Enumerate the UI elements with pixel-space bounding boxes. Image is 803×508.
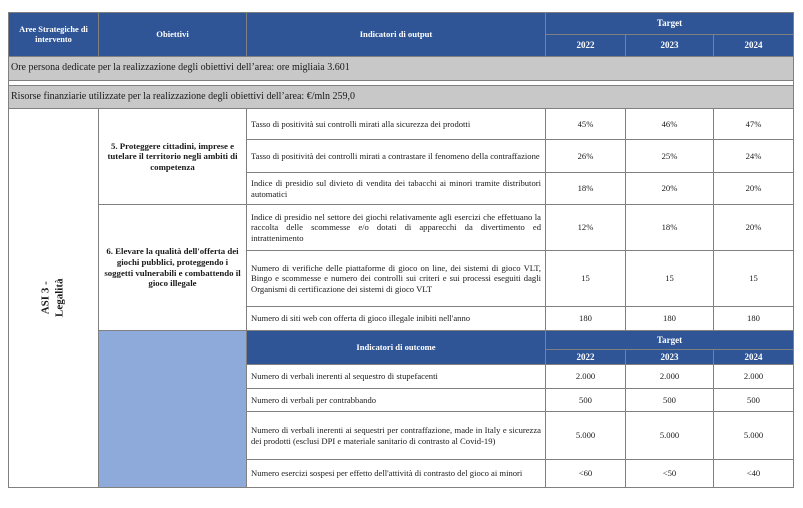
area-column-header: Aree Strategiche di intervento (9, 13, 99, 57)
target-header: Target (546, 13, 794, 35)
outcome-value: 500 (714, 389, 794, 412)
target-value: 180 (626, 307, 714, 331)
outcome-value: 2.000 (626, 365, 714, 389)
output-indicator: Indice di presidio sul divieto di vendita dei tabacchi ai minori tramite distributori automatici (247, 173, 546, 205)
target-value: 45% (546, 109, 626, 140)
strategic-area-label: ASI 3 - Legalità (39, 278, 66, 318)
target-value: 15 (626, 251, 714, 307)
outcome-value: <40 (714, 460, 794, 488)
target-value: 46% (626, 109, 714, 140)
target-value: 15 (714, 251, 794, 307)
target-value: 180 (714, 307, 794, 331)
target-value: 25% (626, 140, 714, 173)
outcome-value: 500 (546, 389, 626, 412)
objective-6-label: 6. Elevare la qualità dell'offerta dei giochi pubblici, proteggendo i soggetti vulnerabili e combattendo il gioco illegale (99, 205, 247, 331)
year-header-2022: 2022 (546, 35, 626, 57)
output-indicator: Tasso di positività dei controlli mirati a contrastare il fenomeno della contraffazione (247, 140, 546, 173)
target-value: 18% (626, 205, 714, 251)
output-indicators-column-header: Indicatori di output (247, 13, 546, 57)
outcome-indicator: Numero di verbali inerenti al sequestro di stupefacenti (247, 365, 546, 389)
outcome-year-header-2023: 2023 (626, 350, 714, 365)
year-header-2024: 2024 (714, 35, 794, 57)
outcome-value: <60 (546, 460, 626, 488)
target-value: 24% (714, 140, 794, 173)
target-value: 180 (546, 307, 626, 331)
target-value: 15 (546, 251, 626, 307)
objectives-column-header: Obiettivi (99, 13, 247, 57)
outcome-indicator: Numero di verbali inerenti ai sequestri per contraffazione, made in Italy e sicurezza dei prodotti (esclusi DPI e materiale sanitario di contrasto al Covid-19) (247, 412, 546, 460)
target-value: 20% (714, 205, 794, 251)
outcome-value: 500 (626, 389, 714, 412)
outcome-value: 5.000 (626, 412, 714, 460)
legality-targets-table (8, 12, 794, 488)
outcome-indicators-header: Indicatori di outcome (247, 331, 546, 365)
outcome-value: 2.000 (714, 365, 794, 389)
outcome-value: <50 (626, 460, 714, 488)
output-indicator: Tasso di positività sui controlli mirati alla sicurezza dei prodotti (247, 109, 546, 140)
output-indicator: Numero di siti web con offerta di gioco illegale inibiti nell'anno (247, 307, 546, 331)
strategic-area-cell (9, 109, 99, 488)
outcome-indicator: Numero di verbali per contrabbando (247, 389, 546, 412)
objective-5-label: 5. Proteggere cittadini, imprese e tutelare il territorio negli ambiti di competenza (99, 109, 247, 205)
hours-summary-row: Ore persona dedicate per la realizzazione degli obiettivi dell’area: ore migliaia 3.601 (9, 57, 794, 81)
target-value: 47% (714, 109, 794, 140)
outcome-value: 5.000 (714, 412, 794, 460)
year-header-2023: 2023 (626, 35, 714, 57)
outcome-year-header-2022: 2022 (546, 350, 626, 365)
target-value: 20% (626, 173, 714, 205)
target-value: 18% (546, 173, 626, 205)
outcome-objective-blank (99, 331, 247, 488)
outcome-year-header-2024: 2024 (714, 350, 794, 365)
outcome-indicator: Numero esercizi sospesi per effetto dell'attività di contrasto del gioco ai minori (247, 460, 546, 488)
output-indicator: Indice di presidio nel settore dei giochi relativamente agli esercizi che effettuano la raccolta delle scommesse e/o dotati di apparecchi da divertimento ed intrattenimento (247, 205, 546, 251)
outcome-value: 2.000 (546, 365, 626, 389)
target-value: 12% (546, 205, 626, 251)
outcome-value: 5.000 (546, 412, 626, 460)
target-value: 26% (546, 140, 626, 173)
resources-summary-row: Risorse finanziarie utilizzate per la realizzazione degli obiettivi dell’area: €/mln 259,0 (9, 86, 794, 109)
outcome-target-header: Target (546, 331, 794, 350)
target-value: 20% (714, 173, 794, 205)
output-indicator: Numero di verifiche delle piattaforme di gioco on line, dei sistemi di gioco VLT, Bingo e scommesse e numero dei controlli sui criteri e sui processi eseguiti dagli Organismi di certificazione dei sistemi di gioco VLT (247, 251, 546, 307)
